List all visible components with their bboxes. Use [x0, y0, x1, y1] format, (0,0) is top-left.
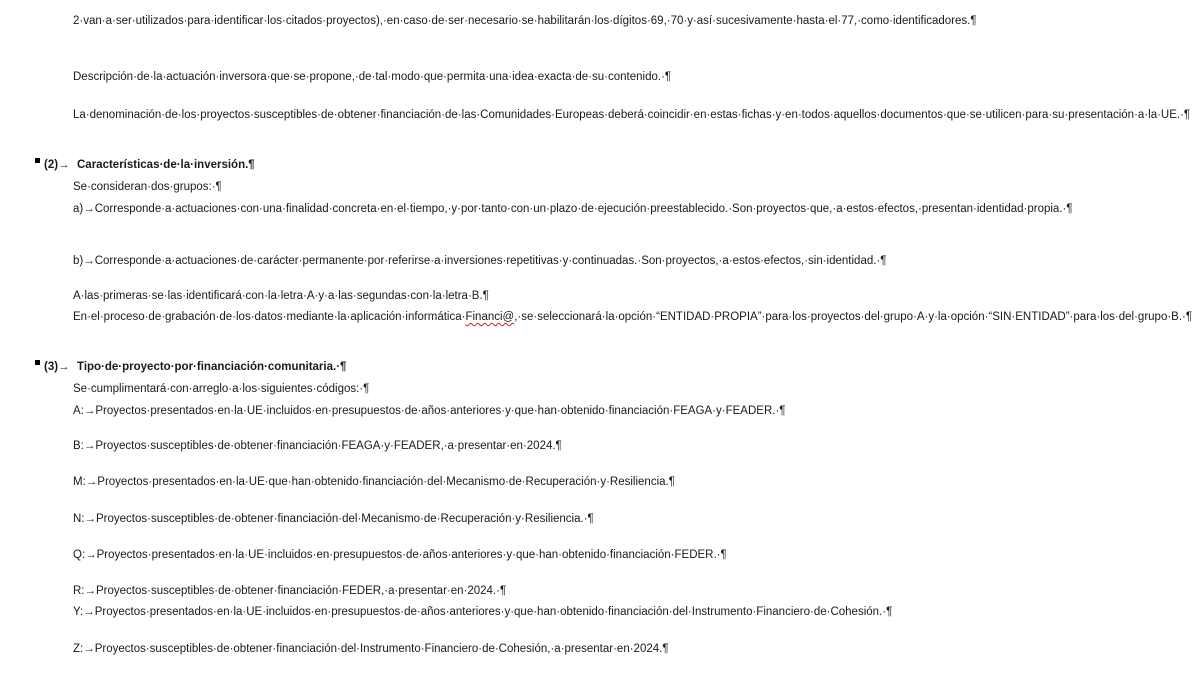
paragraph-mark-bullet	[35, 158, 40, 163]
paragraph-denominacion: La·denominación·de·los·proyectos·susceptibles·de·obtener·financiación·de·las·Comunidades·Europeas·deberá·coincidir·en·estas·fichas·y·en·todos·aquellos·documentos·que·se·utilicen·para·su·presentación·a·la·UE.·¶	[73, 109, 1191, 121]
paragraph-identificadores: 2·van·a·ser·utilizados·para·identificar·los·citados·proyectos),·en·caso·de·ser·necesario·se·habilitarán·los·dígitos·69,·70·y·así·sucesivamente·hasta·el·77,·como·identificadores.¶	[73, 15, 977, 27]
section-2-letters: A·las·primeras·se·las·identificará·con·la·letra·A·y·a·las·segundas·con·la·letra·B.¶	[73, 290, 489, 302]
section-2-item-a: a)→Corresponde·a·actuaciones·con·una·finalidad·concreta·en·el·tiempo,·y·por·tanto·con·un·plazo·de·ejecución·preestablecido.·Son·proyectos·que,·a·estos·efectos,·presentan·identidad·propia.·¶	[73, 203, 1073, 215]
code-item-b: B:→Proyectos·susceptibles·de·obtener·financiación·FEAGA·y·FEADER,·a·presentar·en·2024.¶	[73, 440, 562, 452]
section-2-item-b: b)→Corresponde·a·actuaciones·de·carácter·permanente·por·referirse·a·inversiones·repetitivas·y·continuadas.·Son·proyectos,·a·estos·efectos,·sin·identidad.·¶	[73, 255, 887, 267]
code-item-a: A:→Proyectos·presentados·en·la·UE·incluidos·en·presupuestos·de·años·anteriores·y·que·han·obtenido·financiación·FEAGA·y·FEADER.·¶	[73, 405, 786, 417]
section-2-grabacion	[73, 308, 1192, 327]
section-2-intro: Se·consideran·dos·grupos:·¶	[73, 181, 222, 193]
paragraph-descripcion: Descripción·de·la·actuación·inversora·que·se·propone,·de·tal·modo·que·permita·una·idea·exacta·de·su·contenido.·¶	[73, 71, 672, 83]
spellcheck-word: Financi@	[465, 311, 515, 323]
section-2-number: (2)→	[44, 159, 70, 171]
section-3-number: (3)→	[44, 361, 70, 373]
section-3-heading	[35, 358, 346, 377]
code-item-n: N:→Proyectos·susceptibles·de·obtener·financiación·del·Mecanismo·de·Recuperación·y·Resiliencia.·¶	[73, 513, 594, 525]
section-2-heading	[35, 156, 255, 175]
section-3-title: Tipo·de·proyecto·por·financiación·comunitaria.·¶	[77, 361, 347, 373]
code-item-r: R:→Proyectos·susceptibles·de·obtener·financiación·FEDER,·a·presentar·en·2024.·¶	[73, 585, 507, 597]
grabacion-text-post: ,·se·seleccionará·la·opción·“ENTIDAD·PROPIA”·para·los·proyectos·del·grupo·A·y·la·opción·“SIN·ENTIDAD”·para·los·del·grupo·B.·¶	[514, 311, 1192, 323]
code-item-m: M:→Proyectos·presentados·en·la·UE·que·han·obtenido·financiación·del·Mecanismo·de·Recuperación·y·Resiliencia.¶	[73, 476, 675, 488]
paragraph-mark-bullet	[35, 360, 40, 365]
code-item-y: Y:→Proyectos·presentados·en·la·UE·incluidos·en·presupuestos·de·años·anteriores·y·que·han·obtenido·financiación·del·Instrumento·Financiero·de·Cohesión.·¶	[73, 606, 893, 618]
grabacion-text-pre: En·el·proceso·de·grabación·de·los·datos·mediante·la·aplicación·informática·	[73, 311, 466, 323]
section-3-intro: Se·cumplimentará·con·arreglo·a·los·siguientes·códigos:·¶	[73, 383, 370, 395]
code-item-z: Z:→Proyectos·susceptibles·de·obtener·financiación·del·Instrumento·Financiero·de·Cohesión,·a·presentar·en·2024.¶	[73, 643, 669, 655]
section-2-title: Características·de·la·inversión.¶	[77, 159, 255, 171]
code-item-q: Q:→Proyectos·presentados·en·la·UE·incluidos·en·presupuestos·de·años·anteriores·y·que·han·obtenido·financiación·FEDER.·¶	[73, 549, 727, 561]
